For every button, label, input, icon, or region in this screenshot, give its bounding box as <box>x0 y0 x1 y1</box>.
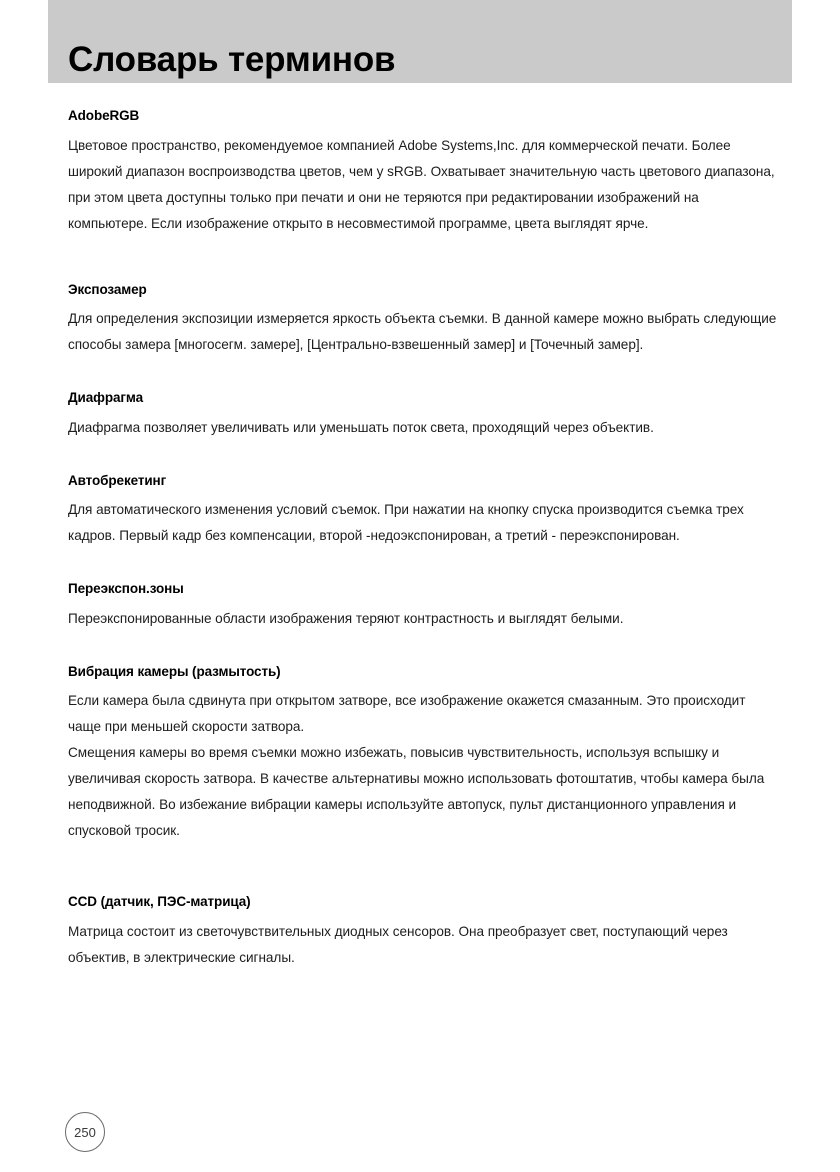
glossary-definition: Если камера была сдвинута при открытом затворе, все изображение окажется смазанным. Это происходит чаще при меньшей скорости затвора. <box>68 693 746 735</box>
page-header-band <box>48 0 792 83</box>
glossary-definition: Смещения камеры во время съемки можно избежать, повысив чувствительность, используя вспышку и увеличивая скорость затвора. В качестве альтернативы можно использовать фотоштатив, чтобы камера была неподвижной. Во избежание вибрации камеры используйте автопуск, пульт дистанционного управления и спусковой тросик. <box>68 745 765 839</box>
glossary-term: AdobeRGB <box>68 108 140 123</box>
glossary-definition: Диафрагма позволяет увеличивать или уменьшать поток света, проходящий через объектив. <box>68 419 654 435</box>
glossary-entry <box>68 581 778 632</box>
entry-spacer <box>68 549 778 581</box>
glossary-term: CCD (датчик, ПЭС-матрица) <box>68 894 251 910</box>
entry-spacer <box>68 358 778 390</box>
entry-spacer <box>68 844 778 894</box>
entry-spacer <box>68 632 778 664</box>
glossary-entry <box>68 473 778 550</box>
glossary-term: Диафрагма <box>68 390 144 406</box>
glossary-term: Экспозамер <box>68 281 147 297</box>
entry-spacer <box>68 237 778 282</box>
glossary-entry <box>68 894 778 971</box>
glossary-content <box>68 108 778 971</box>
glossary-definition: Для автоматического изменения условий съемок. При нажатии на кнопку спуска производится съемка трех кадров. Первый кадр без компенсации, второй -недоэкспонирован, а третий - переэкспонирован. <box>68 502 744 544</box>
glossary-definition: Переэкспонированные области изображения теряют контрастность и выглядят белыми. <box>68 610 624 626</box>
page-number-badge: 250 <box>65 1112 105 1152</box>
entry-spacer <box>68 441 778 473</box>
glossary-entry <box>68 282 778 359</box>
glossary-definition: Для определения экспозиции измеряется яркость объекта съемки. В данной камере можно выбрать следующие способы замера [многосегм. замере], [Центрально-взвешенный замер] и [Точечный замер]. <box>68 311 777 353</box>
page-title: Словарь терминов <box>68 40 396 79</box>
glossary-entry <box>68 664 778 845</box>
glossary-term: Вибрация камеры (размытость) <box>68 663 281 679</box>
glossary-term: Автобрекетинг <box>68 472 167 488</box>
glossary-definition: Цветовое пространство, рекомендуемое компанией Adobe Systems,Inc. для коммерческой печати. Более широкий диапазон воспроизводства цветов, чем у sRGB. Охватывает значительную часть цветового диапазона, при этом цвета доступны только при печати и они не теряются при редактировании изображений на компьютере. Если изображение открыто в несовместимой программе, цвета выглядят ярче. <box>68 137 775 231</box>
glossary-term: Переэкспон.зоны <box>68 581 184 597</box>
glossary-definition: Матрица состоит из светочувствительных диодных сенсоров. Она преобразует свет, поступающий через объектив, в электрические сигналы. <box>68 923 728 965</box>
glossary-entry <box>68 390 778 441</box>
glossary-entry <box>68 108 778 237</box>
